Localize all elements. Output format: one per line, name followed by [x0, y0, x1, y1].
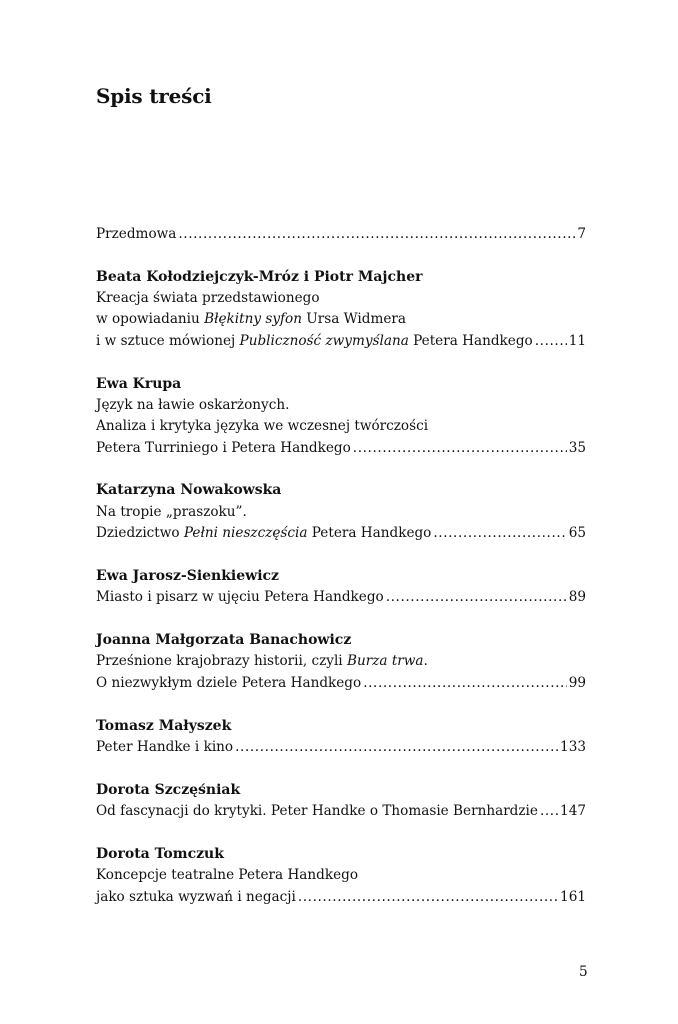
entry-page-number: 7 [577, 226, 586, 242]
title-segment: Kreacja świata przedstawionego [96, 290, 320, 307]
entry-author: Beata Kołodziejczyk-Mróz i Piotr Majcher [96, 268, 423, 285]
table-of-contents [96, 224, 586, 908]
dot-leader [535, 331, 567, 352]
entry-author: Tomasz Małyszek [96, 717, 232, 734]
entry-page-number: 65 [568, 525, 586, 542]
title-segment: Ursa Widmera [301, 311, 406, 328]
entry-spacer [96, 352, 586, 374]
toc-entry [96, 224, 586, 245]
title-segment: w opowiadaniu [96, 311, 205, 328]
entry-title-text [96, 587, 384, 608]
entry-title-line [96, 288, 586, 309]
toc-entry [96, 267, 586, 352]
title-segment: Petera Turriniego i Petera Handkego [96, 439, 351, 456]
title-segment: Na tropie „praszoku”. [96, 503, 247, 520]
dot-leader [386, 587, 567, 608]
toc-entry [96, 716, 586, 759]
entry-title-text [96, 438, 351, 459]
entry-title-text [96, 737, 233, 758]
entry-title-final-line[interactable] [96, 887, 586, 908]
entry-page-number: 161 [560, 888, 586, 905]
title-italic-segment: Burza trwa [346, 653, 424, 670]
title-segment: Od fascynacji do krytyki. Peter Handke o Thomasie Bernhardzie [96, 803, 538, 820]
entry-spacer [96, 245, 586, 267]
entry-author: Dorota Tomczuk [96, 845, 224, 862]
entry-title-text [96, 801, 538, 822]
toc-entry [96, 780, 586, 823]
dot-leader [178, 224, 575, 245]
entry-title-line [96, 395, 586, 416]
entry-title-line [96, 309, 586, 330]
entry-spacer [96, 544, 586, 566]
entry-page-number: 147 [560, 803, 586, 820]
entry-spacer [96, 459, 586, 481]
entry-title-line [96, 502, 586, 523]
title-segment: . [423, 653, 428, 670]
title-segment: Przedmowa [96, 226, 177, 242]
page-number: 5 [579, 964, 588, 980]
entry-title-text [96, 673, 361, 694]
entry-title-final-line[interactable] [96, 523, 586, 544]
toc-entry [96, 566, 586, 609]
toc-entry [96, 480, 586, 544]
dot-leader [433, 523, 566, 544]
title-segment: jako sztuka wyzwań i negacji [96, 888, 296, 905]
entry-title-final-line[interactable] [96, 587, 586, 608]
dot-leader [363, 673, 566, 694]
entry-page-number: 35 [568, 439, 586, 456]
toc-entry [96, 844, 586, 908]
title-segment: Petera Handkego [307, 525, 432, 542]
title-segment: O niezwykłym dziele Petera Handkego [96, 674, 362, 691]
entry-page-number: 11 [568, 332, 586, 349]
title-italic-segment: Publiczność zwymyślana [239, 332, 409, 349]
entry-author: Katarzyna Nowakowska [96, 482, 282, 499]
dot-leader [540, 801, 558, 822]
entry-title-text [96, 331, 533, 352]
title-segment: Dziedzictwo [96, 525, 184, 542]
title-segment: i w sztuce mówionej [96, 332, 240, 349]
toc-entry [96, 630, 586, 694]
entry-title-final-line[interactable] [96, 224, 586, 245]
entry-title-final-line[interactable] [96, 331, 586, 352]
dot-leader [235, 737, 558, 758]
entry-spacer [96, 694, 586, 716]
entry-title-line [96, 416, 586, 437]
entry-title-line [96, 865, 586, 886]
entry-spacer [96, 758, 586, 780]
entry-author: Dorota Szczęśniak [96, 781, 241, 798]
title-segment: Analiza i krytyka języka we wczesnej twórczości [96, 418, 429, 435]
entry-title-text [96, 224, 176, 245]
entry-page-number: 89 [568, 589, 586, 606]
entry-author: Joanna Małgorzata Banachowicz [96, 632, 352, 649]
title-italic-segment: Błękitny syfon [204, 311, 302, 328]
entry-title-text [96, 523, 431, 544]
entry-title-final-line[interactable] [96, 438, 586, 459]
entry-spacer [96, 609, 586, 631]
entry-author: Ewa Jarosz-Sienkiewicz [96, 567, 280, 584]
title-segment: Miasto i pisarz w ujęciu Petera Handkego [96, 589, 384, 606]
dot-leader [353, 438, 567, 459]
entry-title-line [96, 651, 586, 672]
title-segment: Prześnione krajobrazy historii, czyli [96, 653, 347, 670]
title-segment: Język na ławie oskarżonych. [96, 396, 290, 413]
title-segment: Peter Handke i kino [96, 738, 234, 755]
entry-title-final-line[interactable] [96, 673, 586, 694]
entry-author: Ewa Krupa [96, 375, 182, 392]
entry-page-number: 99 [568, 674, 586, 691]
entry-title-text [96, 887, 296, 908]
entry-page-number: 133 [560, 738, 586, 755]
page-title: Spis treści [96, 84, 212, 108]
entry-title-final-line[interactable] [96, 737, 586, 758]
title-segment: Petera Handkego [408, 332, 533, 349]
dot-leader [298, 887, 558, 908]
title-segment: Koncepcje teatralne Petera Handkego [96, 867, 359, 884]
entry-spacer [96, 822, 586, 844]
toc-entry [96, 374, 586, 459]
title-italic-segment: Pełni nieszczęścia [183, 525, 308, 542]
entry-title-final-line[interactable] [96, 801, 586, 822]
